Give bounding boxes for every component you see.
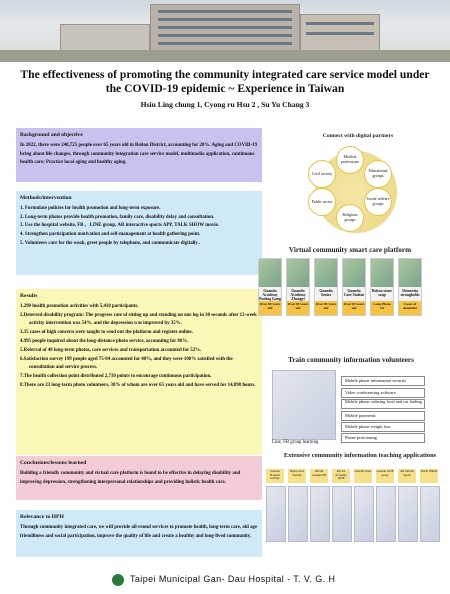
platform-card xyxy=(258,258,282,316)
platform-card-tag: Over 85 years old xyxy=(287,301,309,315)
conclusions-heading: Conclusions/lessons learned xyxy=(20,460,87,466)
volunteer-topic: Video conferencing software xyxy=(341,388,425,398)
platform-card-name: Beitou stone soup xyxy=(372,289,392,298)
volunteer-topic: Mobile phone ordering food and car hailing xyxy=(341,399,425,409)
volunteer-topic: Phone positioning xyxy=(341,433,425,443)
results-item: 6.Satisfaction survey 199 people aged 75-84 accounted for 40%, and they were 100% satisfied with the consultation and service process. xyxy=(20,356,233,371)
results-item: 2.Deterred disability program: The progress rate of sitting up and standing on one leg in 30 seconds after 12-week activity intervention was 54%, and the depression was improved by 35%. xyxy=(20,312,257,327)
platform-card xyxy=(314,258,338,316)
platform-card-tag: Long Photo 2.0 xyxy=(371,301,393,315)
teaching-tab: TALK SHOW xyxy=(420,469,438,483)
teaching-tab: Guandu Super xyxy=(354,469,372,483)
methods-item: 5. Volunteers care for the weak, greet people by telephone, and communicate digitally . xyxy=(20,240,201,246)
teaching-tab: Guandu LINE group xyxy=(376,469,394,483)
methods-item: 3. Use the hospital website, FB 、LINE group, AR interactive sports APP, TALK SHOW movie. xyxy=(20,223,220,229)
platform-title: Virtual community smart care platform xyxy=(288,246,412,254)
teaching-screenshot xyxy=(398,486,418,542)
results-heading: Results xyxy=(20,293,38,299)
authors: Hsiu Ling chung 1, Cyong ru Hsu 2 , Su Yu Chang 3 xyxy=(140,100,310,109)
platform-card-tag: Cases of dementia xyxy=(399,301,421,315)
results-item: 4.995 people inquired about the long-distance photo service, accounting for 86%. xyxy=(20,338,189,344)
background-text: In 2022, there were 240,725 people over 65 years old in Beitou District, accounting for 20%. Aging and COVID-19 bring about life changes, through community integration care service model, multimedia application, continuous health care; Practice local aging and healthy aging. xyxy=(20,142,258,166)
poster-title: The effectiveness of promoting the community integrated care service model under the COVID-19 epidemic ~ Experience in Taiwan xyxy=(20,68,430,95)
results-item: 5.Referral of 48 long-term photos, care services and transportation accounted for 52%. xyxy=(20,347,202,353)
background-section xyxy=(16,128,262,182)
methods-item: 1. Formulate policies for health promotion and long-term exposure. xyxy=(20,205,161,211)
conclusions-text: Building a friendly community and virtual care platform is found to be effective in delaying disability and improving depression, strengthening interpersonal relationships and providing holistic health care. xyxy=(20,470,241,485)
methods-heading: Methods/intervention xyxy=(20,195,72,201)
results-item: 7.The health collection point distributed 2,710 points to encourage continuous participation. xyxy=(20,374,212,380)
partner-node: Public sector xyxy=(308,188,336,216)
methods-section xyxy=(16,191,262,275)
methods-item: 2. Long-term photos provide health promotion, family care, disability delay and consultation. xyxy=(20,214,215,220)
results-item: 1.290 health promotion activities with 5,410 participants. xyxy=(20,303,139,309)
relevance-heading: Relevance to HPH xyxy=(20,514,64,520)
platform-card-name: Guandu Care Station xyxy=(343,289,365,298)
platform-card-tag: Over 85 years old xyxy=(315,301,337,315)
platform-card xyxy=(398,258,422,316)
relevance-section xyxy=(16,510,262,557)
platform-card-tag: Over 80 years old xyxy=(259,301,281,315)
teaching-tab: Guandu Hospital website xyxy=(266,469,284,483)
platform-card-name: Guandu Senior xyxy=(319,289,333,298)
platform-card-name: Dementia strongholds xyxy=(400,289,420,298)
volunteer-topic: Mobile payments xyxy=(341,411,425,421)
hospital-logo xyxy=(112,574,124,586)
teaching-tab: Inform Guandu FB xyxy=(310,469,328,483)
partner-node: Educational groups xyxy=(364,160,392,188)
teaching-screenshot xyxy=(420,486,440,542)
teaching-screenshot xyxy=(354,486,374,542)
volunteers-caption: Line, FB group learning xyxy=(272,440,319,445)
partners-title: Connect with digital partners xyxy=(322,133,394,139)
conclusions-section xyxy=(16,456,262,500)
teaching-screenshot xyxy=(266,486,286,542)
volunteer-topic: Mobile phone information security xyxy=(341,376,425,386)
teaching-tab: Private Academy LINE xyxy=(332,469,350,483)
background-heading: Background and objective xyxy=(20,132,83,138)
teaching-screenshot xyxy=(332,486,352,542)
platform-card-tag: Over 65 years old xyxy=(343,301,365,315)
partner-node: Social welfare groups xyxy=(364,188,392,216)
volunteer-group-photo xyxy=(272,370,336,440)
volunteers-title: Train community information volunteers xyxy=(288,356,414,364)
platform-card xyxy=(370,258,394,316)
platform-card xyxy=(286,258,310,316)
methods-item: 4. Strengthen participation motivation and self-management at health gathering point. xyxy=(20,232,201,238)
volunteer-topic: Mobile phone weight loss xyxy=(341,422,425,432)
partner-node: Civil society xyxy=(308,160,336,188)
results-item: 3.35 cases of high concern were taught to send out the platform and register online. xyxy=(20,330,193,336)
footer-hospital-name: Taipei Municipal Gan- Dau Hospital - T. V. G. H xyxy=(130,574,336,584)
teaching-screenshot xyxy=(376,486,396,542)
teaching-tab: Home Zone Website xyxy=(288,469,306,483)
results-section xyxy=(16,289,262,455)
relevance-text: Through community integrated care, we will provide all-round services to promote health, long-term care, old age friendliness and social participation, improve the quality of life and create a healthy and long-lived community. xyxy=(20,524,258,539)
teaching-tab: AR Mobile Sports xyxy=(398,469,416,483)
partner-node: Medical professions xyxy=(336,146,364,174)
platform-card xyxy=(342,258,366,316)
hospital-building-photo xyxy=(0,0,450,62)
teaching-screenshot xyxy=(310,486,330,542)
results-item: 8.There are 23 long-term photo volunteers, 38% of whom are over 65 years old and have served for 14,898 hours. xyxy=(20,382,256,388)
platform-card-name: Guandu Academy Zhongyi xyxy=(290,289,306,302)
teaching-screenshot xyxy=(288,486,308,542)
partner-node: Religious groups xyxy=(336,204,364,232)
teaching-title: Extensive community information teaching applications xyxy=(283,452,437,459)
platform-card-name: Guandu Academy Putting Gang xyxy=(259,289,281,302)
